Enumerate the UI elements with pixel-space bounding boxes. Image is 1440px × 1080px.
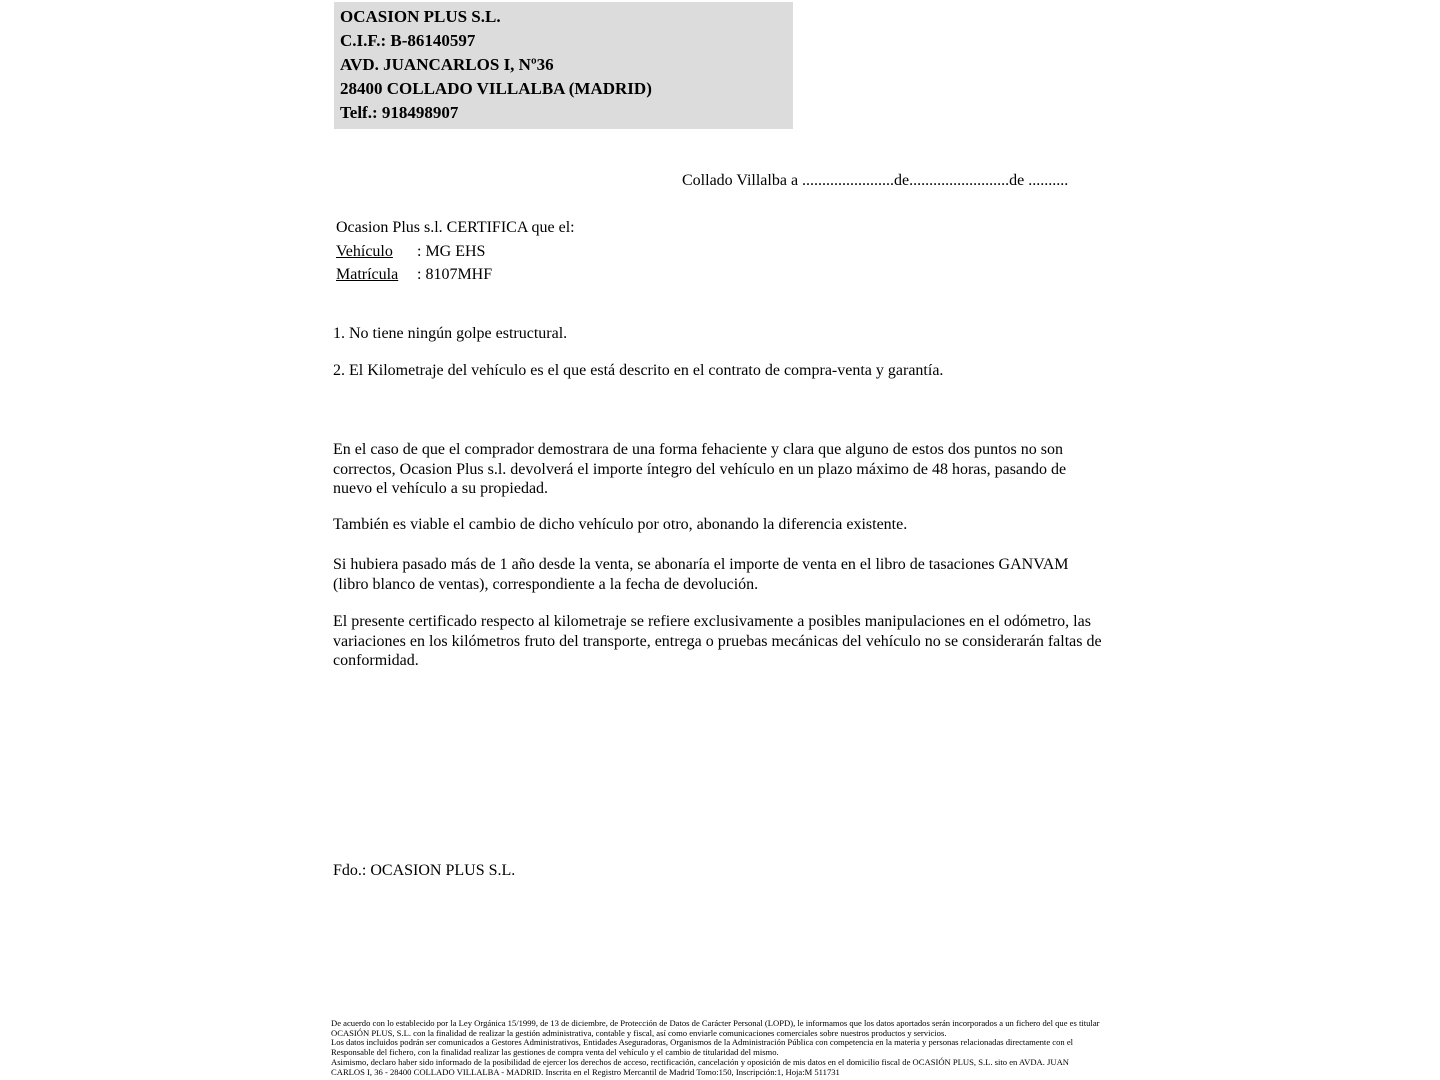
certification-block xyxy=(336,216,575,287)
company-name: OCASION PLUS S.L. xyxy=(340,7,501,26)
legal-footer xyxy=(331,1019,1100,1077)
condition-structural: 1. No tiene ningún golpe estructural. xyxy=(333,325,568,342)
plate-line xyxy=(336,263,575,287)
paragraph-odometer: El presente certificado respecto al kilometraje se refiere exclusivamente a posibles manipulaciones en el odómetro, las variaciones en los kilómetros fruto del transporte, entrega o pruebas mecánicas del vehículo no se considerarán faltas de conformidad. xyxy=(333,613,1102,670)
paragraph-ganvam: Si hubiera pasado más de 1 año desde la venta, se abonaría el importe de venta en el libro de tasaciones GANVAM (libro blanco de ventas), correspondiente a la fecha de devolución. xyxy=(333,556,1069,593)
company-phone: Telf.: 918498907 xyxy=(340,103,459,122)
legal-footer-line: Los datos incluidos podrán ser comunicados a Gestores Administrativos, Entidades Aseguradoras, Organismos de la Administración Pública con competencia en la materia y personas relacionadas directamente con el xyxy=(331,1037,1074,1048)
legal-footer-line: CARLOS I, 36 - 28400 COLLADO VILLALBA - MADRID. Inscrita en el Registro Mercantil de Madrid Tomo:150, Inscripción:1, Hoja:M 511731 xyxy=(331,1066,840,1077)
company-header-box xyxy=(334,2,793,129)
company-address: AVD. JUANCARLOS I, Nº36 xyxy=(340,55,554,74)
plate-value: : 8107MHF xyxy=(417,266,493,283)
company-city: 28400 COLLADO VILLALBA (MADRID) xyxy=(340,79,652,98)
condition-mileage: 2. El Kilometraje del vehículo es el que está descrito en el contrato de compra-venta y garantía. xyxy=(333,362,944,379)
legal-footer-line: Asimismo, declaro haber sido informado de la posibilidad de ejercer los derechos de acceso, rectificación, cancelación y oposición de mis datos en el domicilio fiscal de OCASIÓN PLUS, S.L. sito en AVDA. JUAN xyxy=(331,1056,1070,1067)
paragraph-exchange: También es viable el cambio de dicho vehículo por otro, abonando la diferencia existente. xyxy=(333,516,908,533)
company-cif: C.I.F.: B-86140597 xyxy=(340,31,476,50)
certification-intro: Ocasion Plus s.l. CERTIFICA que el: xyxy=(336,219,575,236)
legal-footer-line: Responsable del fichero, con la finalidad realizar las gestiones de compra venta del vehículo y el cambio de titularidad del mismo. xyxy=(331,1047,779,1058)
legal-footer-line: OCASIÓN PLUS, S.L. con la finalidad de realizar la gestión administrativa, contable y fiscal, así como enviarle comunicaciones comerciales sobre nuestros productos y servicios. xyxy=(331,1027,947,1038)
vehicle-value: : MG EHS xyxy=(417,242,486,260)
date-line: Collado Villalba a .......................de.........................de .......... xyxy=(682,172,1069,189)
vehicle-label: Vehículo xyxy=(336,242,393,260)
plate-label: Matrícula xyxy=(336,266,399,283)
legal-footer-line: De acuerdo con lo establecido por la Ley Orgánica 15/1999, de 13 de diciembre, de Protección de Datos de Carácter Personal (LOPD), le informamos que los datos aportados serán incorporados a un fichero del que es titular xyxy=(331,1018,1100,1028)
paragraph-guarantee: En el caso de que el comprador demostrara de una forma fehaciente y clara que alguno de estos dos puntos no son correctos, Ocasion Plus s.l. devolverá el importe íntegro del vehículo en un plazo máximo de 48 horas, pasando de nuevo el vehículo a su propiedad. xyxy=(333,441,1067,498)
vehicle-line xyxy=(336,240,575,264)
signature-line: Fdo.: OCASION PLUS S.L. xyxy=(333,862,516,879)
